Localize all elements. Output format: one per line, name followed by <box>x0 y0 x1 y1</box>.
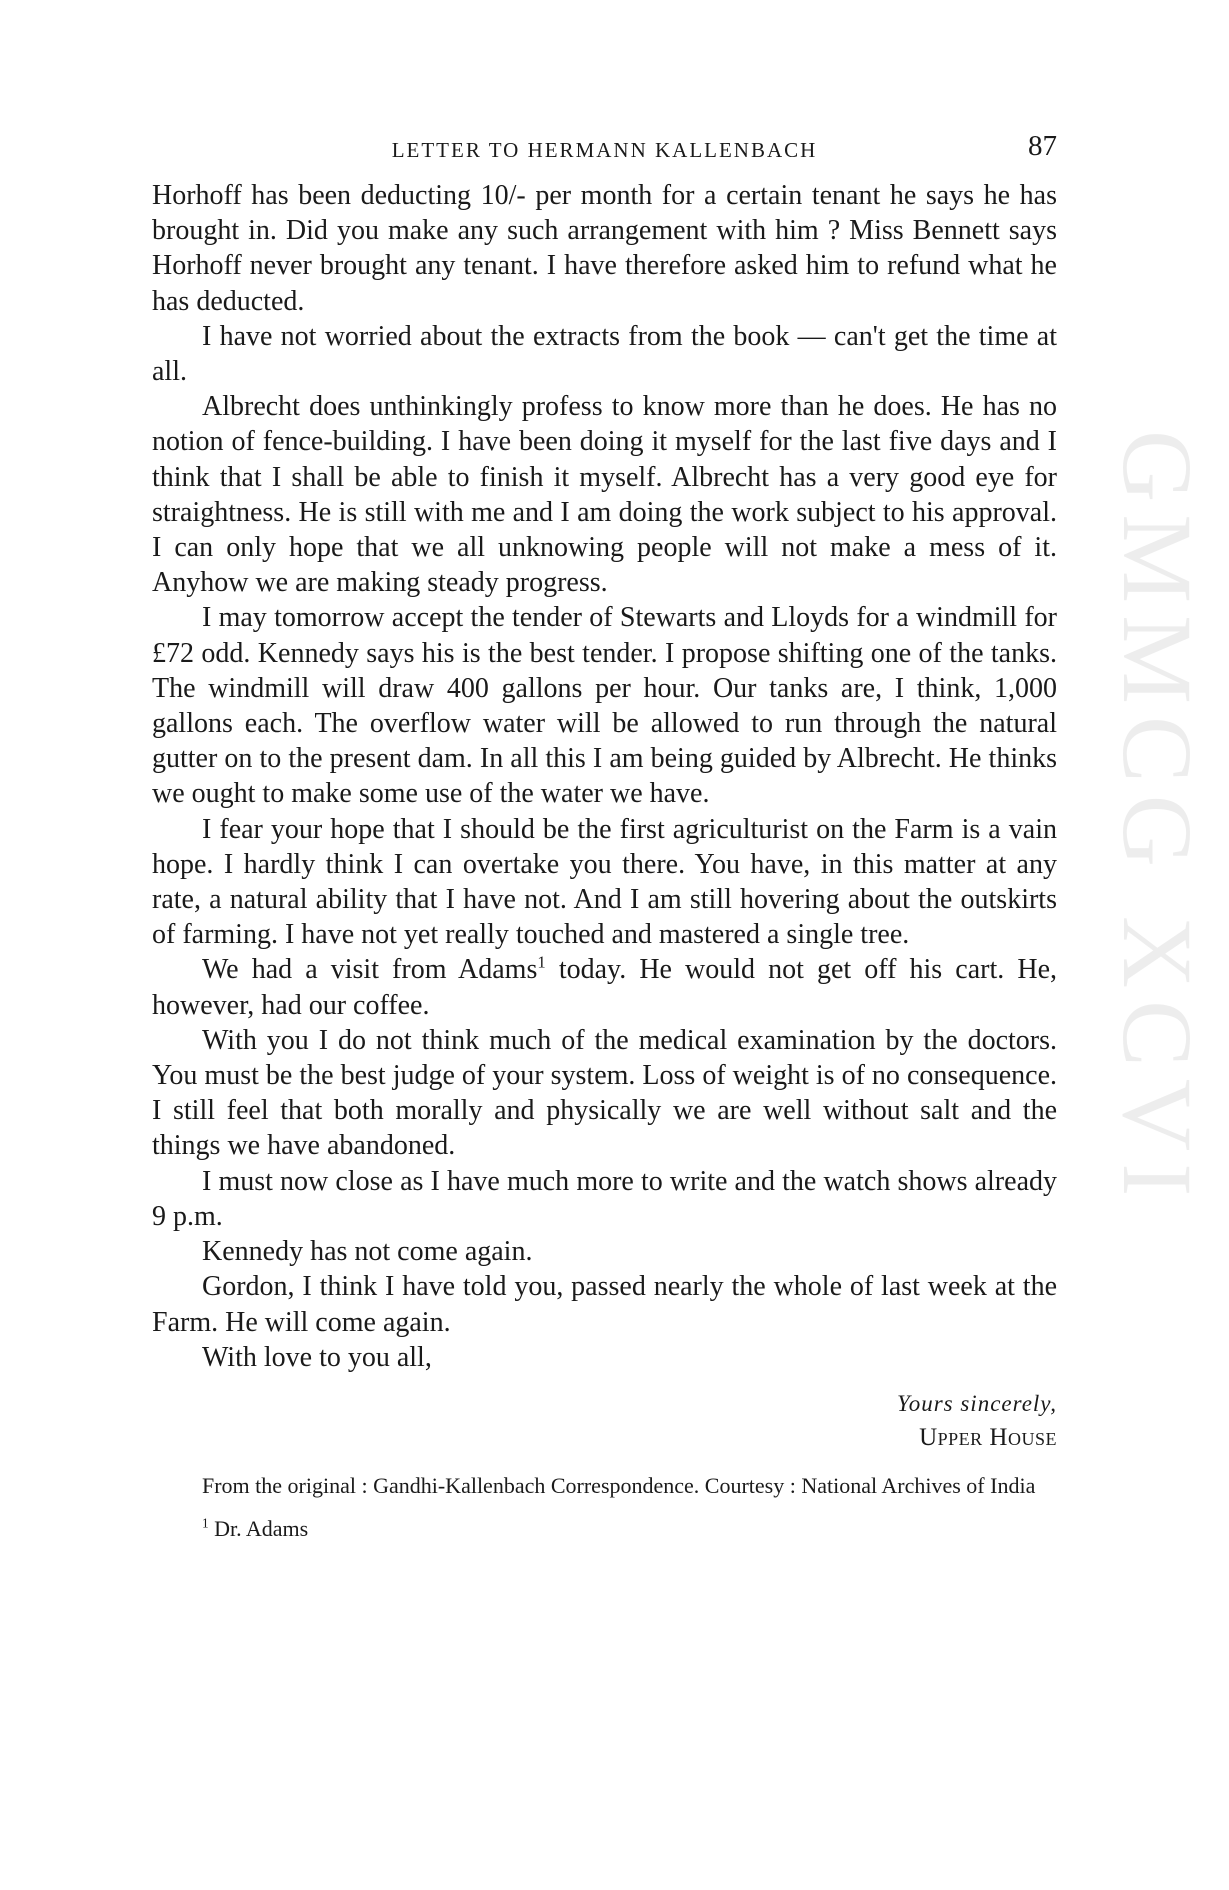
footnote-marker: 1 <box>202 1515 209 1531</box>
page-number: 87 <box>1028 130 1057 162</box>
signature: Upper House <box>919 1423 1057 1451</box>
paragraph-gordon: Gordon, I think I have told you, passed nearly the whole of last week at the Farm. He will come again. <box>152 1271 1057 1338</box>
footnote-text: Dr. Adams <box>208 1515 309 1541</box>
paragraph-adams-visit <box>152 952 1057 1022</box>
running-head <box>152 130 1057 170</box>
volume-watermark-text: GMMCG XCVI <box>1102 430 1213 1209</box>
footnote-ref: 1 <box>537 953 546 973</box>
footnote <box>152 1514 1057 1543</box>
document-page <box>152 130 1057 1543</box>
paragraph-extracts: I have not worried about the extracts from the book — can't get the time at all. <box>152 320 1057 388</box>
source-note: From the original : Gandhi-Kallenbach Correspondence. Courtesy : National Archives of India <box>202 1472 1036 1498</box>
paragraph-medical: With you I do not think much of the medical examination by the doctors. You must be the best judge of your system. Loss of weight is of no consequence. I still feel that both morally and physically we are well without salt and the things we have abandoned. <box>152 1024 1057 1162</box>
letter-body <box>152 178 1057 1375</box>
adams-text-before: We had a visit from Adams <box>202 954 538 986</box>
paragraph-horhoff: Horhoff has been deducting 10/- per month for a certain tenant he says he has brought in. Did you make any such arrangement with him ? Miss Bennett says Horhoff never brought any tenant. I have therefore asked him to refund what he has deducted. <box>152 180 1057 317</box>
paragraph-albrecht: Albrecht does unthinkingly profess to know more than he does. He has no notion of fence-building. I have been doing it myself for the last five days and I think that I shall be able to finish it myself. Albrecht has a very good eye for straightness. He is still with me and I am doing the work subject to his approval. I can only hope that we all unknowing people will not make a mess of it. Anyhow we are making steady progress. <box>152 391 1057 599</box>
paragraph-close: I must now close as I have much more to write and the watch shows already 9 p.m. <box>152 1165 1057 1232</box>
paragraph-love: With love to you all, <box>202 1341 432 1373</box>
paragraph-agriculturist: I fear your hope that I should be the first agriculturist on the Farm is a vain hope. I hardly think I can overtake you there. You have, in this matter at any rate, a natural ability that I have not. And I am still hovering about the outskirts of farming. I have not yet really touched and mastered a single tree. <box>152 813 1057 951</box>
letter-closing <box>152 1387 1057 1455</box>
paragraph-kennedy: Kennedy has not come again. <box>202 1236 533 1268</box>
adams-text-after: today. He would not get off his cart. He, however, had our coffee. <box>152 954 1057 1021</box>
running-title: LETTER TO HERMANN KALLENBACH <box>391 138 818 162</box>
valediction: Yours sincerely, <box>897 1390 1057 1416</box>
volume-watermark <box>1102 430 1213 1430</box>
paragraph-windmill: I may tomorrow accept the tender of Stewarts and Lloyds for a windmill for £72 odd. Kennedy says his is the best tender. I propose shifting one of the tanks. The windmill will draw 400 gallons per hour. Our tanks are, I think, 1,000 gallons each. The overflow water will be allowed to run through the natural gutter on to the present dam. In all this I am being guided by Albrecht. He thinks we ought to make some use of the water we have. <box>152 602 1057 810</box>
